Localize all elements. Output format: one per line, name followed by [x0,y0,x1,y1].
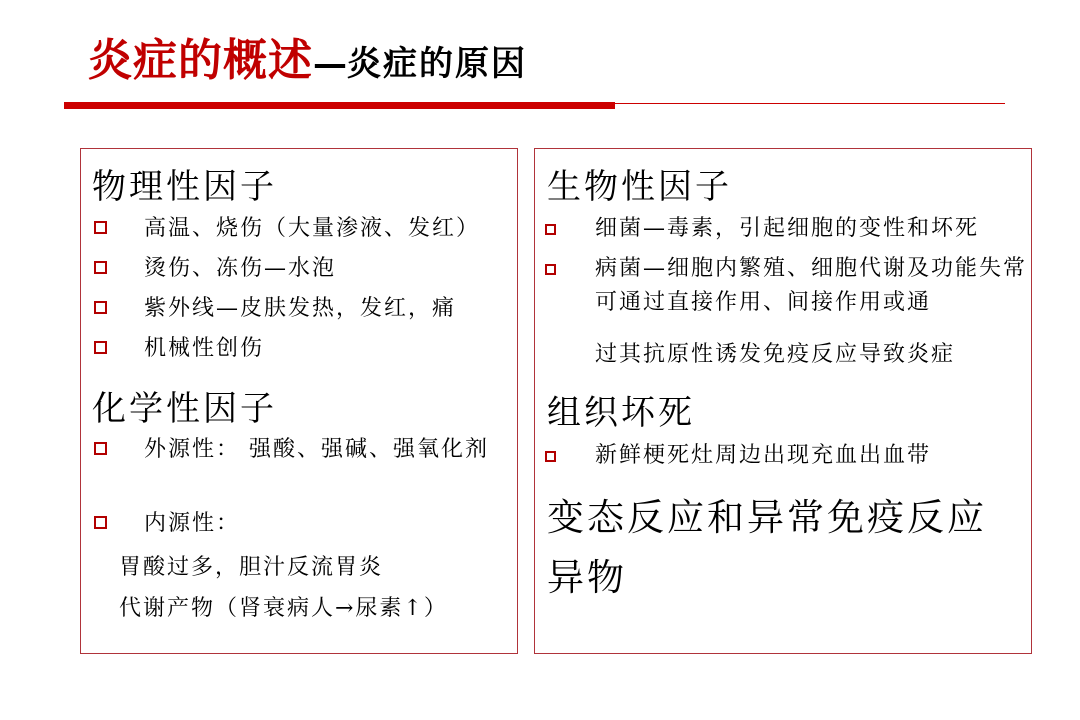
checkbox-bullet-icon [94,442,107,455]
checkbox-bullet-icon [545,451,556,462]
list-item: 内源性： [94,507,514,541]
continuation-line: 过其抗原性诱发免疫反应导致炎症 [595,342,956,367]
list-item: 高温、烧伤（大量渗液、发红） [94,212,514,246]
tissue-necrosis-heading: 组织坏死 [547,393,695,433]
checkbox-bullet-icon [94,221,107,234]
title-dash: — [313,44,347,84]
checkbox-bullet-icon [94,261,107,274]
checkbox-bullet-icon [94,516,107,529]
foreign-body-heading: 异物 [547,556,627,599]
sub-line: 代谢产物（肾衰病人→尿素↑） [119,596,448,621]
biological-factors-heading: 生物性因子 [547,167,732,207]
checkbox-bullet-icon [545,224,556,235]
checkbox-bullet-icon [94,341,107,354]
list-item: 机械性创伤 [94,332,514,366]
physical-factors-heading: 物理性因子 [92,167,277,207]
checkbox-bullet-icon [94,301,107,314]
checkbox-bullet-icon [545,264,556,275]
list-item: 细菌—毒素，引起细胞的变性和坏死 [545,212,1030,246]
chemical-factors-heading: 化学性因子 [92,389,277,429]
list-item: 新鲜梗死灶周边出现充血出血带 [545,439,1030,473]
immune-reaction-heading: 变态反应和异常免疫反应 [547,496,987,539]
sub-line: 胃酸过多，胆汁反流胃炎 [119,555,384,580]
left-panel [80,148,518,654]
title-underline-thin [615,103,1005,104]
list-item: 病菌—细胞内繁殖、细胞代谢及功能失常可通过直接作用、间接作用或通 [545,252,1030,320]
title-main: 炎症的概述 [88,35,313,86]
list-item: 紫外线—皮肤发热，发红，痛 [94,292,514,326]
title-subtitle: 炎症的原因 [347,44,527,84]
page-title [88,24,527,88]
list-item: 外源性： 强酸、强碱、强氧化剂 [94,433,502,467]
title-underline-thick [64,102,615,109]
right-panel [534,148,1032,654]
list-item: 烫伤、冻伤—水泡 [94,252,514,286]
